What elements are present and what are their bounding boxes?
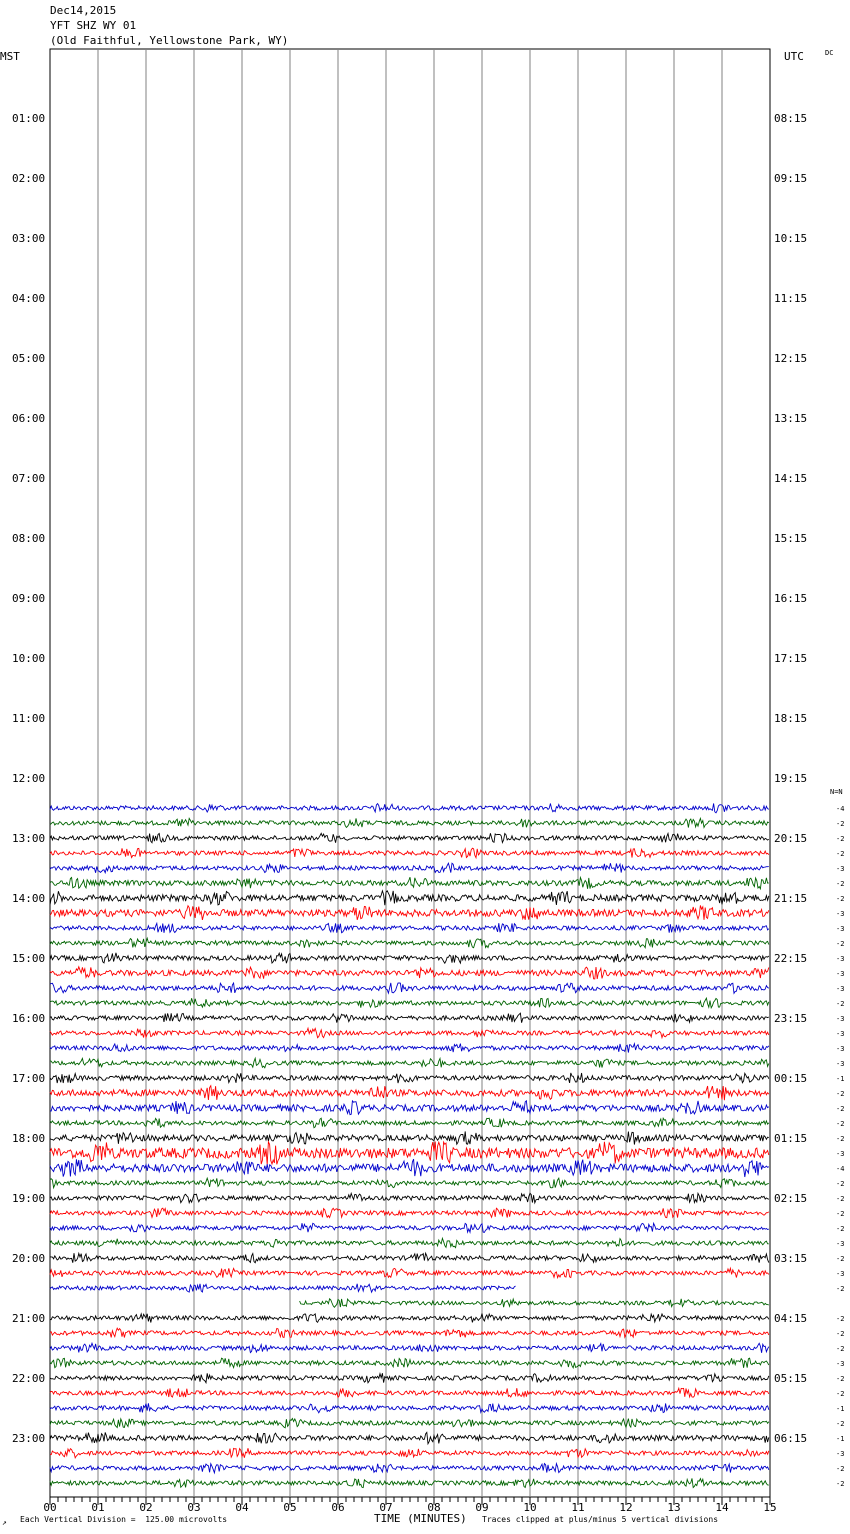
right-timezone-label: UTC — [784, 50, 804, 63]
trace-line — [50, 803, 769, 812]
trace-line — [50, 1403, 769, 1413]
hour-label-right: 15:15 — [774, 532, 808, 545]
station-label: YFT SHZ WY 01 — [50, 19, 137, 32]
scale-header: N=N — [830, 788, 843, 796]
trace-line — [50, 923, 769, 933]
trace-line — [50, 1388, 769, 1397]
trace-scale-label: -2 — [836, 1135, 845, 1143]
hour-label-right: 03:15 — [774, 1252, 808, 1265]
trace-scale-label: -2 — [836, 940, 845, 948]
trace-line — [50, 1358, 769, 1368]
clip-note: Traces clipped at plus/minus 5 vertical divisions — [482, 1515, 719, 1524]
hour-label-right: 22:15 — [774, 952, 808, 965]
x-tick-label: 03 — [187, 1501, 201, 1514]
trace-scale-label: -2 — [836, 1315, 845, 1323]
trace-line — [50, 891, 769, 905]
trace-line — [50, 1131, 769, 1144]
trace-line — [50, 1238, 769, 1247]
trace-scale-label: -2 — [836, 1105, 845, 1113]
corner-code: DC — [825, 49, 834, 57]
trace-scale-label: -3 — [836, 955, 845, 963]
trace-scale-label: -2 — [836, 1390, 845, 1398]
x-tick-label: 06 — [331, 1501, 345, 1514]
trace-line — [50, 848, 769, 858]
trace-scale-label: -2 — [836, 1420, 845, 1428]
trace-line — [300, 1299, 769, 1308]
trace-scale-label: -2 — [836, 880, 845, 888]
x-tick-label: 14 — [715, 1501, 729, 1514]
date-label: Dec14,2015 — [50, 4, 117, 17]
trace-scale-label: -3 — [836, 1270, 845, 1278]
trace-line — [50, 1193, 769, 1203]
hour-label-left: 04:00 — [12, 292, 46, 305]
hour-label-right: 02:15 — [774, 1192, 808, 1205]
left-timezone-label: MST — [0, 50, 20, 63]
vertical-division-note: Each Vertical Division = 125.00 microvolts — [20, 1515, 228, 1524]
plot-frame — [50, 49, 770, 1497]
hour-label-left: 17:00 — [12, 1072, 46, 1085]
trace-scale-label: -2 — [836, 1345, 845, 1353]
trace-scale-label: -1 — [836, 1435, 845, 1443]
hour-label-right: 18:15 — [774, 712, 808, 725]
hour-label-right: 00:15 — [774, 1072, 808, 1085]
trace-line — [50, 818, 769, 827]
trace-scale-label: -2 — [836, 1285, 845, 1293]
trace-scale-label: -3 — [836, 1240, 845, 1248]
trace-line — [50, 1343, 769, 1353]
hour-label-right: 12:15 — [774, 352, 808, 365]
trace-line — [50, 967, 769, 979]
trace-line — [50, 953, 769, 963]
hour-label-left: 05:00 — [12, 352, 46, 365]
hour-label-left: 08:00 — [12, 532, 46, 545]
trace-line — [50, 1284, 516, 1292]
footer-mark: ↗ — [2, 1518, 7, 1527]
trace-line — [50, 1073, 769, 1083]
trace-scale-label: -2 — [836, 850, 845, 858]
trace-line — [50, 983, 769, 993]
trace-scale-label: -2 — [836, 1255, 845, 1263]
trace-line — [50, 1373, 769, 1383]
hour-label-left: 13:00 — [12, 832, 46, 845]
trace-line — [50, 938, 769, 948]
x-tick-label: 05 — [283, 1501, 297, 1514]
hour-label-right: 20:15 — [774, 832, 808, 845]
trace-scale-label: -2 — [836, 1195, 845, 1203]
trace-line — [50, 1159, 769, 1177]
hour-label-right: 21:15 — [774, 892, 808, 905]
hour-label-left: 03:00 — [12, 232, 46, 245]
location-label: (Old Faithful, Yellowstone Park, WY) — [50, 34, 289, 47]
x-tick-label: 08 — [427, 1501, 441, 1514]
trace-scale-label: -2 — [836, 820, 845, 828]
x-tick-label: 01 — [91, 1501, 105, 1514]
x-tick-label: 12 — [619, 1501, 633, 1514]
hour-label-left: 16:00 — [12, 1012, 46, 1025]
trace-line — [50, 1314, 769, 1323]
x-axis-title: TIME (MINUTES) — [374, 1512, 467, 1525]
hour-label-left: 22:00 — [12, 1372, 46, 1385]
trace-line — [50, 1448, 769, 1458]
trace-line — [50, 877, 769, 889]
trace-scale-label: -2 — [836, 1000, 845, 1008]
x-tick-label: 13 — [667, 1501, 681, 1514]
trace-line — [50, 998, 769, 1008]
trace-scale-label: -1 — [836, 1405, 845, 1413]
trace-scale-label: -2 — [836, 1375, 845, 1383]
trace-line — [50, 1028, 769, 1038]
trace-scale-label: -2 — [836, 895, 845, 903]
hour-label-right: 14:15 — [774, 472, 808, 485]
hour-label-left: 06:00 — [12, 412, 46, 425]
hour-label-right: 01:15 — [774, 1132, 808, 1145]
trace-line — [50, 1101, 769, 1115]
hour-label-right: 23:15 — [774, 1012, 808, 1025]
trace-line — [50, 1419, 769, 1428]
trace-scale-label: -1 — [836, 1075, 845, 1083]
hour-label-left: 23:00 — [12, 1432, 46, 1445]
hour-label-left: 15:00 — [12, 952, 46, 965]
trace-scale-label: -3 — [836, 1015, 845, 1023]
hour-label-right: 08:15 — [774, 112, 808, 125]
hour-label-left: 20:00 — [12, 1252, 46, 1265]
trace-line — [50, 905, 769, 920]
trace-line — [50, 1253, 769, 1263]
x-tick-label: 02 — [139, 1501, 153, 1514]
trace-scale-label: -3 — [836, 910, 845, 918]
x-tick-label: 15 — [763, 1501, 777, 1514]
trace-line — [50, 833, 769, 842]
hour-label-right: 06:15 — [774, 1432, 808, 1445]
hour-label-left: 21:00 — [12, 1312, 46, 1325]
trace-scale-label: -3 — [836, 1150, 845, 1158]
hour-label-right: 11:15 — [774, 292, 808, 305]
hour-label-right: 16:15 — [774, 592, 808, 605]
trace-scale-label: -2 — [836, 1465, 845, 1473]
trace-scale-label: -2 — [836, 1210, 845, 1218]
x-tick-label: 04 — [235, 1501, 249, 1514]
trace-scale-label: -3 — [836, 925, 845, 933]
trace-scale-label: -3 — [836, 1450, 845, 1458]
trace-scale-label: -2 — [836, 1120, 845, 1128]
hour-label-left: 19:00 — [12, 1192, 46, 1205]
trace-line — [50, 1044, 769, 1053]
hour-label-left: 12:00 — [12, 772, 46, 785]
trace-scale-label: -3 — [836, 1030, 845, 1038]
trace-line — [50, 1432, 769, 1443]
trace-scale-label: -4 — [836, 805, 845, 813]
trace-line — [50, 1118, 769, 1128]
trace-scale-label: -2 — [836, 1180, 845, 1188]
trace-line — [50, 1086, 769, 1101]
hour-label-left: 01:00 — [12, 112, 46, 125]
trace-line — [50, 1208, 769, 1218]
trace-scale-label: -2 — [836, 1480, 845, 1488]
trace-line — [50, 1058, 769, 1068]
trace-line — [50, 1478, 769, 1487]
trace-line — [50, 1328, 769, 1337]
trace-scale-label: -2 — [836, 1330, 845, 1338]
hour-label-right: 17:15 — [774, 652, 808, 665]
trace-scale-label: -3 — [836, 1060, 845, 1068]
hour-label-left: 09:00 — [12, 592, 46, 605]
hour-label-left: 11:00 — [12, 712, 46, 725]
trace-line — [50, 863, 769, 873]
hour-label-right: 04:15 — [774, 1312, 808, 1325]
hour-label-left: 10:00 — [12, 652, 46, 665]
hour-label-right: 19:15 — [774, 772, 808, 785]
trace-line — [50, 1464, 769, 1473]
hour-label-right: 09:15 — [774, 172, 808, 185]
trace-scale-label: -3 — [836, 970, 845, 978]
trace-scale-label: -3 — [836, 865, 845, 873]
trace-scale-label: -4 — [836, 1165, 845, 1173]
trace-scale-label: -3 — [836, 1045, 845, 1053]
trace-line — [50, 1142, 769, 1165]
trace-line — [50, 1223, 769, 1232]
hour-label-right: 10:15 — [774, 232, 808, 245]
trace-scale-label: -3 — [836, 1360, 845, 1368]
trace-scale-label: -2 — [836, 1090, 845, 1098]
trace-scale-label: -2 — [836, 1225, 845, 1233]
trace-line — [50, 1013, 769, 1023]
x-tick-label: 10 — [523, 1501, 537, 1514]
x-tick-label: 09 — [475, 1501, 489, 1514]
hour-label-left: 14:00 — [12, 892, 46, 905]
hour-label-left: 02:00 — [12, 172, 46, 185]
hour-label-left: 18:00 — [12, 1132, 46, 1145]
trace-line — [50, 1268, 769, 1277]
x-tick-label: 07 — [379, 1501, 393, 1514]
trace-scale-label: -2 — [836, 835, 845, 843]
trace-line — [50, 1178, 769, 1188]
trace-scale-label: -3 — [836, 985, 845, 993]
x-tick-label: 00 — [43, 1501, 57, 1514]
hour-label-right: 13:15 — [774, 412, 808, 425]
hour-label-right: 05:15 — [774, 1372, 808, 1385]
x-tick-label: 11 — [571, 1501, 585, 1514]
hour-label-left: 07:00 — [12, 472, 46, 485]
